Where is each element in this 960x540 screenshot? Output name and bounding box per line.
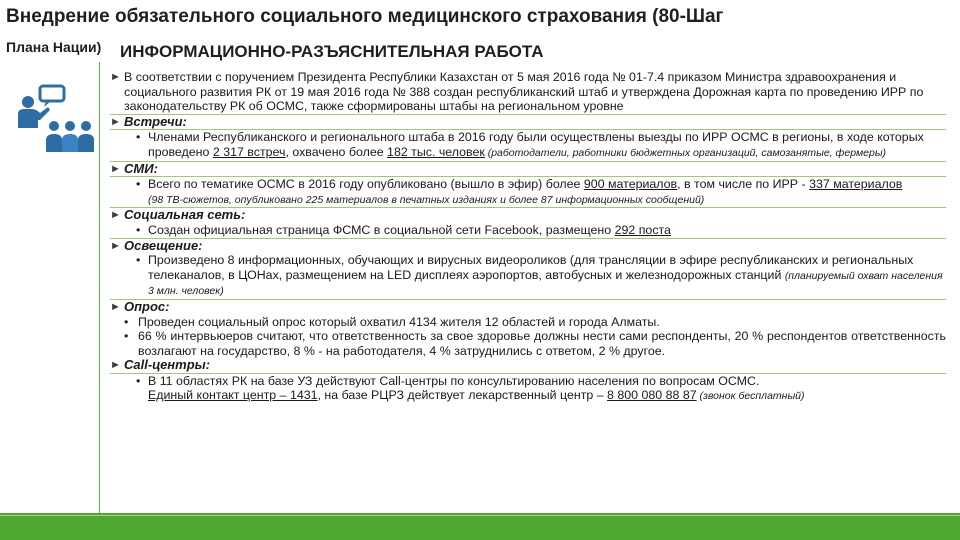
intro-text: В соответствии с поручением Президента Республики Казахстан от 5 мая 2016 года № 01-7.4 приказом Министра здравоохранения и социального развития РК от 19 мая 2016 года № 388 создан республиканский штаб и утверждена Дорожная карта по проведению ИРР по законодательству РК об ОСМС, также сформированы штабы на региональном уровне xyxy=(124,70,924,114)
meetings-section xyxy=(110,115,946,162)
media-irr-count: 337 материалов xyxy=(809,177,903,192)
page-title-continued: Плана Нации) xyxy=(6,39,102,55)
media-note: (98 ТВ-сюжетов, опубликовано 225 материалов в печатных изданиях и более 87 информационных сообщений) xyxy=(148,193,705,206)
coverage-text: Произведено 8 информационных, обучающих и вирусных видеороликов (для трансляции в эфире республиканских и региональных телеканалов, в ЦОНах, размещением на LED дисплеях аэропортов, автобусных и железнодорожных станций xyxy=(148,253,914,282)
media-count: 900 материалов xyxy=(583,177,678,192)
media-text-1: Всего по тематике ОСМС в 2016 году опубликовано (вышло в эфир) более xyxy=(148,177,584,192)
callcenters-bullet xyxy=(110,374,946,404)
media-heading-row xyxy=(110,162,946,178)
triangle-marker-icon: ► xyxy=(110,359,121,372)
meetings-note: (работодатели, работники бюджетных организаций, самозанятые, фермеры) xyxy=(484,146,887,159)
social-text: Создан официальная страница ФСМС в социальной сети Facebook, размещено xyxy=(148,222,615,237)
bullet-icon: • xyxy=(136,130,141,145)
vertical-divider xyxy=(99,62,100,522)
survey-text-1: Проведен социальный опрос который охватил 4134 жителя 12 областей и города Алматы. xyxy=(138,314,660,329)
coverage-heading: Освещение: xyxy=(124,237,203,253)
callcenters-contact-center: Единый контакт центр – 1431 xyxy=(148,388,318,403)
triangle-marker-icon: ► xyxy=(110,300,121,313)
footer-bar xyxy=(0,513,960,540)
callcenters-heading: Call-центры: xyxy=(124,357,211,373)
callcenters-heading-row xyxy=(110,358,946,374)
social-posts: 292 поста xyxy=(614,222,671,237)
meetings-text-2: , охвачено более xyxy=(285,144,388,159)
meetings-text-1: Членами Республиканского и регионального штаба в 2016 году были осуществлены выезды по ИРР ОСМС в регионы, в ходе которых проведено xyxy=(148,130,924,159)
media-text-2: , в том числе по ИРР - xyxy=(677,177,810,192)
bullet-icon: • xyxy=(124,329,129,344)
social-section xyxy=(110,208,946,238)
triangle-marker-icon: ► xyxy=(110,115,121,128)
survey-text-2: 66 % интервьюеров считают, что ответственность за свое здоровье должны нести сами респонденты, 20 % респондентов ответственность возлагают на государство, 8 % - на работодателя, 4 % затруднились с ответом, 2 % другое. xyxy=(138,329,946,358)
meetings-heading: Встречи: xyxy=(124,113,187,129)
callcenters-note: (звонок бесплатный) xyxy=(696,390,805,403)
bullet-icon: • xyxy=(136,253,141,268)
survey-bullet-1 xyxy=(110,315,946,330)
meetings-people: 182 тыс. человек xyxy=(387,144,485,159)
meetings-bullet xyxy=(110,130,946,161)
triangle-marker-icon: ► xyxy=(110,239,121,252)
triangle-marker-icon: ► xyxy=(110,162,121,175)
bullet-icon: • xyxy=(124,314,129,329)
content-area xyxy=(110,70,946,404)
survey-bullet-2 xyxy=(110,329,946,358)
social-heading-row xyxy=(110,208,946,223)
section-subtitle: ИНФОРМАЦИОННО-РАЗЪЯСНИТЕЛЬНАЯ РАБОТА xyxy=(120,42,544,61)
social-bullet xyxy=(110,223,946,239)
bullet-icon: • xyxy=(136,222,141,237)
meetings-heading-row xyxy=(110,115,946,131)
survey-section xyxy=(110,300,946,358)
meetings-count: 2 317 встреч xyxy=(212,144,286,159)
callcenters-phone: 8 800 080 88 87 xyxy=(607,388,697,403)
survey-heading-row xyxy=(110,300,946,315)
coverage-heading-row xyxy=(110,239,946,254)
triangle-marker-icon: ► xyxy=(110,71,121,83)
triangle-marker-icon: ► xyxy=(110,209,121,222)
callcenters-text-1: В 11 областях РК на базе УЗ действуют Call-центры по консультированию населения по вопросам ОСМС. xyxy=(148,373,760,388)
coverage-note: (планируемый охват населения 3 млн. человек) xyxy=(148,269,943,298)
bullet-icon: • xyxy=(136,373,141,388)
callcenters-text-2: , на базе РЦРЗ действует лекарственный центр – xyxy=(317,388,608,403)
intro-section xyxy=(110,70,946,115)
bullet-icon: • xyxy=(136,177,141,192)
media-bullet xyxy=(110,177,946,192)
media-note-row xyxy=(110,192,946,209)
coverage-section xyxy=(110,239,946,300)
survey-heading: Опрос: xyxy=(124,298,170,314)
coverage-bullet xyxy=(110,253,946,300)
presenter-audience-icon xyxy=(14,80,96,160)
footer-line xyxy=(0,515,960,516)
media-section xyxy=(110,162,946,209)
callcenters-section xyxy=(110,358,946,404)
social-heading: Социальная сеть: xyxy=(124,207,246,223)
media-heading: СМИ: xyxy=(124,160,158,176)
page-title: Внедрение обязательного социального медицинского страхования (80-Шаг xyxy=(6,6,724,27)
